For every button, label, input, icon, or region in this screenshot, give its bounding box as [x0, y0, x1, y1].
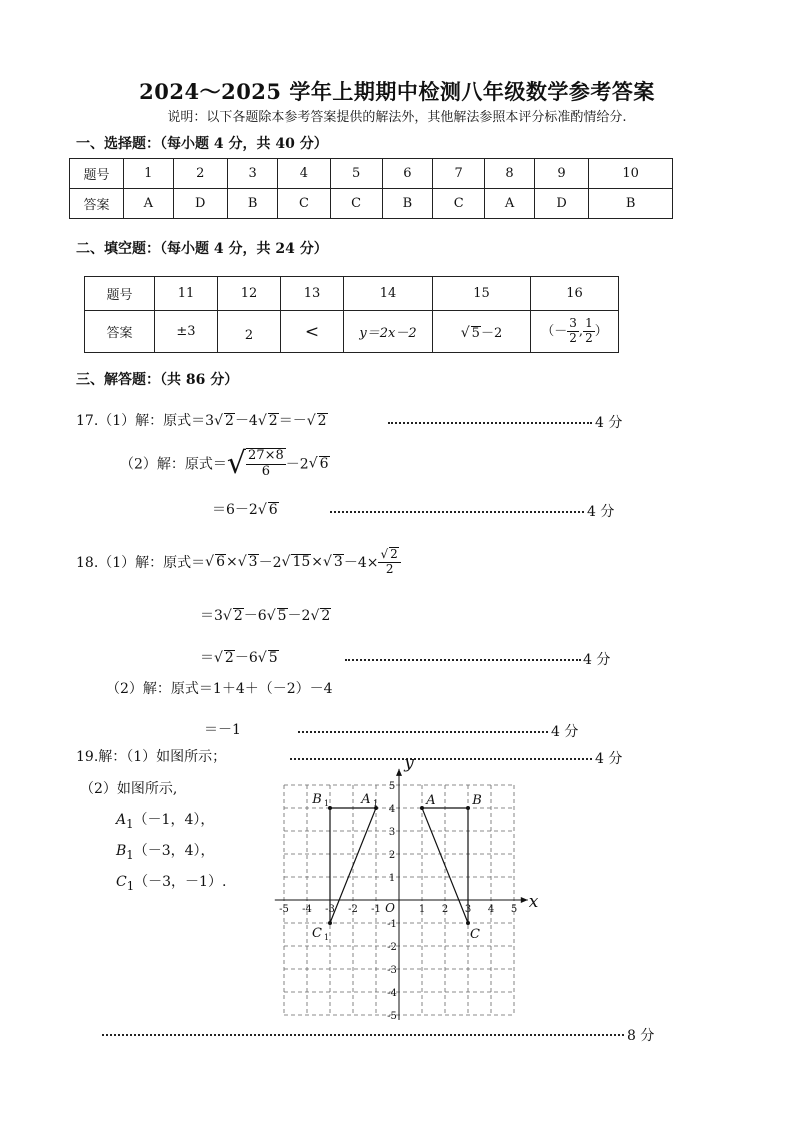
- radical-sign-icon: √: [226, 446, 247, 481]
- table-cell: 7: [433, 159, 485, 189]
- radical-sign-icon: √: [257, 502, 267, 518]
- y-tick-label: 1: [388, 873, 396, 884]
- row-label: 题号: [85, 277, 155, 311]
- radical-sign-icon: √: [222, 608, 232, 624]
- table-cell: [344, 311, 433, 353]
- table-cell: <: [281, 311, 344, 353]
- table-row: [70, 189, 673, 219]
- point-name: A: [116, 812, 127, 828]
- table-cell: 13: [281, 277, 344, 311]
- table-row: [85, 277, 619, 311]
- q17-p1-eq: ＝－: [278, 413, 307, 429]
- radicand: 6: [319, 455, 329, 472]
- coordinate: （－3，4），: [133, 843, 215, 859]
- radical-sign-icon: √: [266, 608, 276, 624]
- table-cell: D: [534, 189, 589, 219]
- score-label: 4 分: [583, 652, 611, 668]
- coordinate: （－3，－1）.: [134, 874, 227, 890]
- table-cell: C: [278, 189, 330, 219]
- q18-l2-b: －6: [243, 608, 267, 624]
- label-a1-sub: 1: [373, 799, 379, 808]
- q17-part1: [76, 410, 328, 430]
- x-tick-label: -2: [348, 904, 358, 915]
- coordinate: （－1，4），: [133, 812, 215, 828]
- radical-sign-icon: √: [257, 650, 267, 666]
- q18-p1-prefix: 18.（1）解：原式＝: [76, 554, 206, 571]
- times-sign: ×: [311, 553, 323, 570]
- radical-sign-icon: √: [214, 413, 224, 429]
- radicand: 5: [471, 326, 480, 341]
- table-cell: 16: [531, 277, 619, 311]
- numerator: 3: [569, 316, 577, 331]
- row-label: 题号: [70, 159, 124, 189]
- table-cell: C: [330, 189, 382, 219]
- point-name: B: [116, 843, 127, 859]
- numerator: 1: [585, 316, 593, 331]
- origin-label: O: [385, 901, 395, 915]
- score-label: 4 分: [595, 751, 623, 767]
- table-cell: A: [124, 189, 174, 219]
- q18-mid2: －4×: [343, 554, 379, 571]
- table-cell: D: [173, 189, 228, 219]
- table-cell: 12: [218, 277, 281, 311]
- label-c: C: [470, 927, 480, 942]
- y-axis-arrow-icon: [396, 769, 402, 776]
- q19-a1: [116, 809, 214, 831]
- table-cell: 8: [485, 159, 535, 189]
- q19-part2: （2）如图所示,: [80, 781, 178, 797]
- radicand: 2: [390, 547, 398, 561]
- point-c1: [328, 921, 332, 925]
- row-label: 答案: [85, 311, 155, 353]
- denominator: 2: [569, 331, 577, 345]
- score-label: 8 分: [627, 1028, 655, 1044]
- radicand: 2: [321, 608, 331, 624]
- table-cell: 5: [330, 159, 382, 189]
- label-b1: B: [312, 792, 322, 807]
- radical-sign-icon: √: [308, 455, 318, 472]
- radicand: 5: [277, 608, 287, 624]
- radicand: 2: [224, 650, 234, 666]
- x-tick-label: 4: [487, 904, 495, 915]
- dotted-leader: [345, 659, 581, 661]
- q17-part3: [212, 499, 279, 519]
- denominator: 2: [385, 561, 394, 576]
- answer-16-open: （－: [541, 324, 568, 339]
- radical-sign-icon: √: [214, 650, 223, 666]
- times-sign: ×: [226, 553, 238, 570]
- y-tick-label: -1: [387, 919, 397, 930]
- section-2-heading: 二、填空题：（每小题 4 分，共 24 分）: [76, 241, 328, 257]
- point-b: [466, 806, 470, 810]
- coordinate-grid: [270, 758, 540, 1020]
- y-tick-label: 3: [388, 827, 396, 838]
- dotted-leader: [330, 511, 584, 513]
- dotted-leader: [298, 731, 548, 733]
- point-a: [420, 806, 424, 810]
- table-cell: B: [589, 189, 673, 219]
- numerator: 27×8: [248, 447, 284, 463]
- radicand: 15: [292, 553, 311, 570]
- y-tick-label: -4: [387, 988, 397, 999]
- table-cell: B: [228, 189, 278, 219]
- score-label: 4 分: [595, 415, 623, 431]
- table-cell: 1: [124, 159, 174, 189]
- q18-l2-a: ＝3: [200, 608, 223, 624]
- table-cell: [433, 311, 531, 353]
- q17-p1-mid: －4: [234, 413, 258, 429]
- radical-sign-icon: √: [205, 553, 215, 570]
- table-cell: 4: [278, 159, 330, 189]
- q18-l3-b: －6: [234, 650, 258, 666]
- numerator: [378, 547, 400, 563]
- x-axis-label: x: [528, 892, 539, 912]
- table-cell: 2: [173, 159, 228, 189]
- label-b1-sub: 1: [324, 799, 330, 808]
- radical-sign-icon: √: [257, 413, 267, 429]
- table-cell: 14: [344, 277, 433, 311]
- q19-c1: [116, 871, 226, 893]
- q18-line2: [200, 605, 331, 625]
- table-cell: [531, 311, 619, 353]
- label-a1: A: [361, 792, 371, 807]
- q17-p2-mid: －2: [285, 456, 309, 473]
- subscript: 1: [126, 847, 134, 862]
- q18-mid1: －2: [258, 554, 282, 571]
- label-c1-sub: 1: [324, 933, 330, 942]
- table-row: [70, 159, 673, 189]
- radicand: 5: [268, 650, 278, 666]
- y-tick-label: 4: [388, 804, 396, 815]
- denominator: 6: [261, 463, 271, 479]
- fraction: [246, 448, 286, 480]
- subscript: 1: [126, 878, 135, 893]
- page-title: 2024～2025 学年上期期中检测八年级数学参考答案: [139, 79, 655, 104]
- radicand: 2: [225, 413, 234, 429]
- q18-part2-result: ＝－1: [204, 722, 241, 738]
- label-c1: C: [312, 926, 322, 941]
- answer-14: y＝2x－2: [359, 326, 417, 341]
- q18-line3: [200, 647, 279, 667]
- radical-sign-icon: √: [310, 608, 320, 624]
- table-cell: 6: [382, 159, 432, 189]
- q17-p3-prefix: ＝6－2: [212, 502, 258, 518]
- point-name: C: [116, 874, 127, 890]
- radical-sign-icon: √: [380, 547, 389, 561]
- x-axis-arrow-icon: [521, 897, 528, 903]
- table-row: [85, 311, 619, 353]
- y-tick-label: 5: [388, 781, 396, 792]
- radicand: 2: [317, 413, 327, 429]
- scoring-note: 说明：以下各题除本参考答案提供的解法外，其他解法参照本评分标准酌情给分.: [167, 110, 627, 125]
- table-cell: 9: [534, 159, 589, 189]
- denominator: 2: [585, 331, 593, 345]
- q19-b1: [116, 840, 215, 862]
- x-tick-label: 3: [464, 904, 472, 915]
- label-b: B: [472, 793, 482, 808]
- q17-p1-prefix: 17.（1）解：原式＝3: [76, 413, 215, 429]
- x-tick-label: -1: [371, 904, 381, 915]
- y-tick-label: -3: [387, 965, 397, 976]
- fill-answer-table: [84, 276, 619, 353]
- table-cell: A: [485, 189, 535, 219]
- section-1-heading: 一、选择题：（每小题 4 分，共 40 分）: [76, 136, 328, 152]
- row-label: 答案: [70, 189, 124, 219]
- x-tick-label: 5: [510, 904, 518, 915]
- answer-12: 2: [244, 328, 254, 343]
- table-cell: 10: [589, 159, 673, 189]
- score-label: 4 分: [587, 504, 615, 520]
- table-cell: ±3: [155, 311, 218, 353]
- radical-sign-icon: √: [306, 413, 316, 429]
- q19-part1: 19.解：（1）如图所示；: [76, 749, 227, 765]
- answer-16-close: ）: [594, 324, 608, 339]
- x-tick-label: 2: [441, 904, 449, 915]
- radicand: 6: [268, 502, 278, 518]
- radical-sign-icon: √: [323, 553, 332, 570]
- y-tick-label: -5: [387, 1011, 397, 1020]
- q18-l3-a: ＝: [200, 650, 214, 666]
- table-cell: B: [382, 189, 432, 219]
- x-tick-label: -3: [325, 904, 335, 915]
- table-cell: C: [433, 189, 485, 219]
- subscript: 1: [126, 816, 134, 831]
- choice-answer-table: [69, 158, 673, 219]
- comma: ,: [578, 324, 584, 339]
- fraction: [583, 317, 595, 346]
- dotted-leader: [102, 1034, 624, 1036]
- radicand: 6: [216, 553, 226, 570]
- q17-part2: [120, 446, 330, 481]
- y-tick-label: 2: [388, 850, 396, 861]
- radical-sign-icon: √: [460, 325, 470, 341]
- radicand: 2: [233, 608, 243, 624]
- q18-part1: [76, 547, 401, 577]
- radical-sign-icon: √: [237, 553, 247, 570]
- table-cell: [218, 311, 281, 353]
- fraction: [567, 317, 579, 346]
- table-cell: 11: [155, 277, 218, 311]
- x-tick-label: -5: [279, 904, 289, 915]
- score-label: 4 分: [551, 724, 579, 740]
- table-cell: 3: [228, 159, 278, 189]
- y-tick-label: -2: [387, 942, 397, 953]
- y-axis-label: y: [404, 758, 414, 773]
- fraction: [378, 547, 400, 577]
- dotted-leader: [388, 422, 592, 424]
- radical-sign-icon: √: [281, 553, 291, 570]
- radicand: 2: [268, 413, 278, 429]
- section-3-heading: 三、解答题：（共 86 分）: [76, 372, 239, 388]
- radicand: 3: [333, 553, 343, 570]
- q18-l2-c: －2: [287, 608, 311, 624]
- q18-part2: （2）解：原式＝1＋4＋（－2）－4: [106, 681, 333, 697]
- label-a: A: [426, 793, 436, 808]
- point-c: [466, 921, 470, 925]
- answer-15-rest: －2: [480, 326, 503, 341]
- x-tick-label: -4: [302, 904, 312, 915]
- q17-p2-prefix: （2）解：原式＝: [120, 456, 227, 473]
- x-tick-label: 1: [418, 904, 426, 915]
- radicand: 3: [248, 553, 258, 570]
- table-cell: 15: [433, 277, 531, 311]
